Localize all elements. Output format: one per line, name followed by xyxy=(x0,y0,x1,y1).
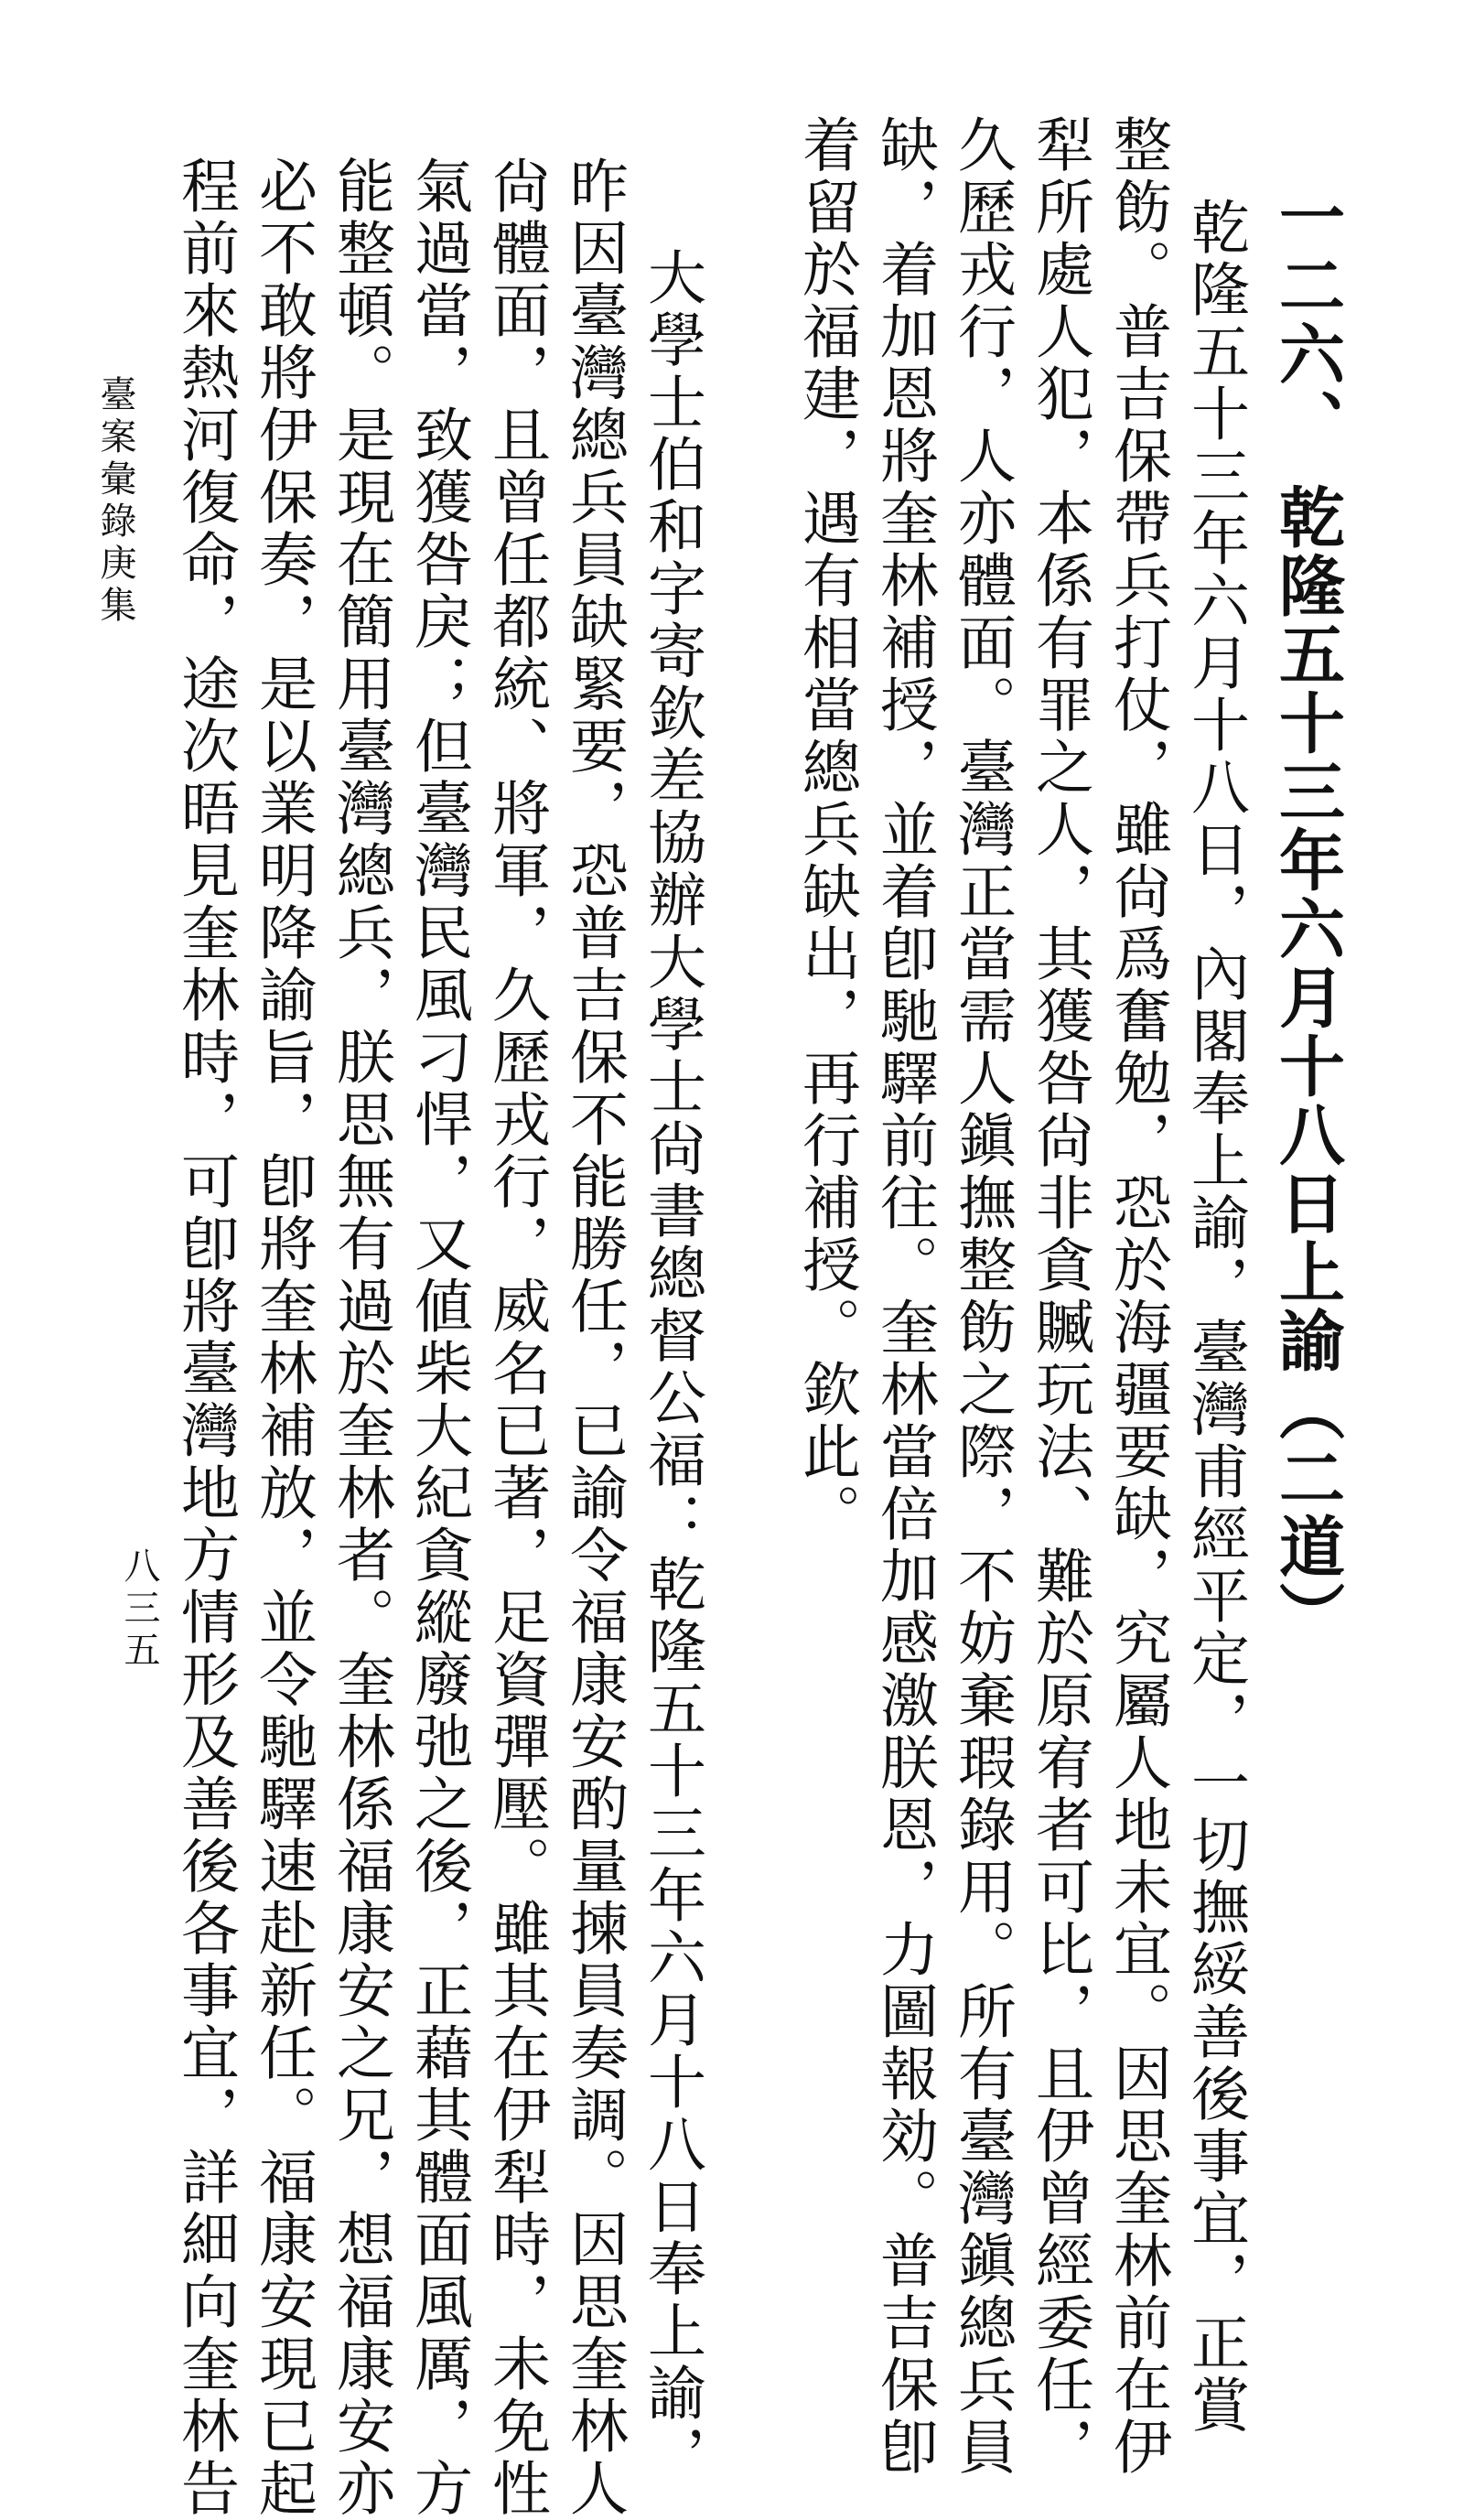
text-column-12: 必不敢將伊保奏，是以業明降諭旨，卽將奎林補放，並令馳驛速赴新任。福康安現已起 xyxy=(249,156,317,2520)
text-column-1: 乾隆五十三年六月十八日，內閣奉上諭，臺灣甫經平定，一切撫綏善後事宜，正賞 xyxy=(1181,197,1249,2437)
text-column-5: 缺，着加恩將奎林補授，並着卽馳驛前往。奎林當倍加感激朕恩，力圖報効。普吉保卽 xyxy=(870,114,938,2479)
text-column-10: 氣過當，致獲咎戾；但臺灣民風刁悍，又値柴大紀貪縱廢弛之後，正藉其體面風厲，方 xyxy=(404,156,472,2520)
text-column-6: 着留於福建，遇有相當總兵缺出，再行補授。欽此。 xyxy=(792,114,860,1545)
text-column-3: 犁所處人犯，本係有罪之人，其獲咎尙非貪贓玩法、難於原宥者可比，且伊曾經委任， xyxy=(1026,114,1093,2479)
text-column-13: 程前來熱河復命，途次晤見奎林時，可卽將臺灣地方情形及善後各事宜，詳細向奎林告 xyxy=(171,156,239,2520)
text-column-8: 昨因臺灣總兵員缺緊要，恐普吉保不能勝任，已諭令福康安酌量揀員奏調。因思奎林人 xyxy=(560,156,628,2520)
text-column-9: 尙體面，且曾任都統、將軍，久歷戎行，威名已著，足資彈壓。雖其在伊犁時，未免性 xyxy=(482,156,550,2520)
book-title: 臺案彙錄庚集 xyxy=(94,375,136,628)
text-column-2: 整飭。普吉保帶兵打仗，雖尙爲奮勉，恐於海疆要缺，究屬人地未宜。因思奎林前在伊 xyxy=(1103,114,1171,2479)
section-title: 一二六、 乾隆五十三年六月十八日上諭（二道） xyxy=(1268,183,1346,1651)
page-number: 八三五 xyxy=(118,1546,160,1673)
text-column-4: 久歷戎行，人亦體面。臺灣正當需人鎭撫整飭之際，不妨棄瑕錄用。所有臺灣鎭總兵員 xyxy=(948,114,1016,2479)
text-column-7: 大學士伯和字寄欽差協辦大學士尙書總督公福：乾隆五十三年六月十八日奉上諭， xyxy=(638,247,705,2487)
text-column-11: 能整頓。是現在簡用臺灣總兵，朕思無有過於奎林者。奎林係福康安之兄，想福康安亦 xyxy=(327,156,394,2520)
